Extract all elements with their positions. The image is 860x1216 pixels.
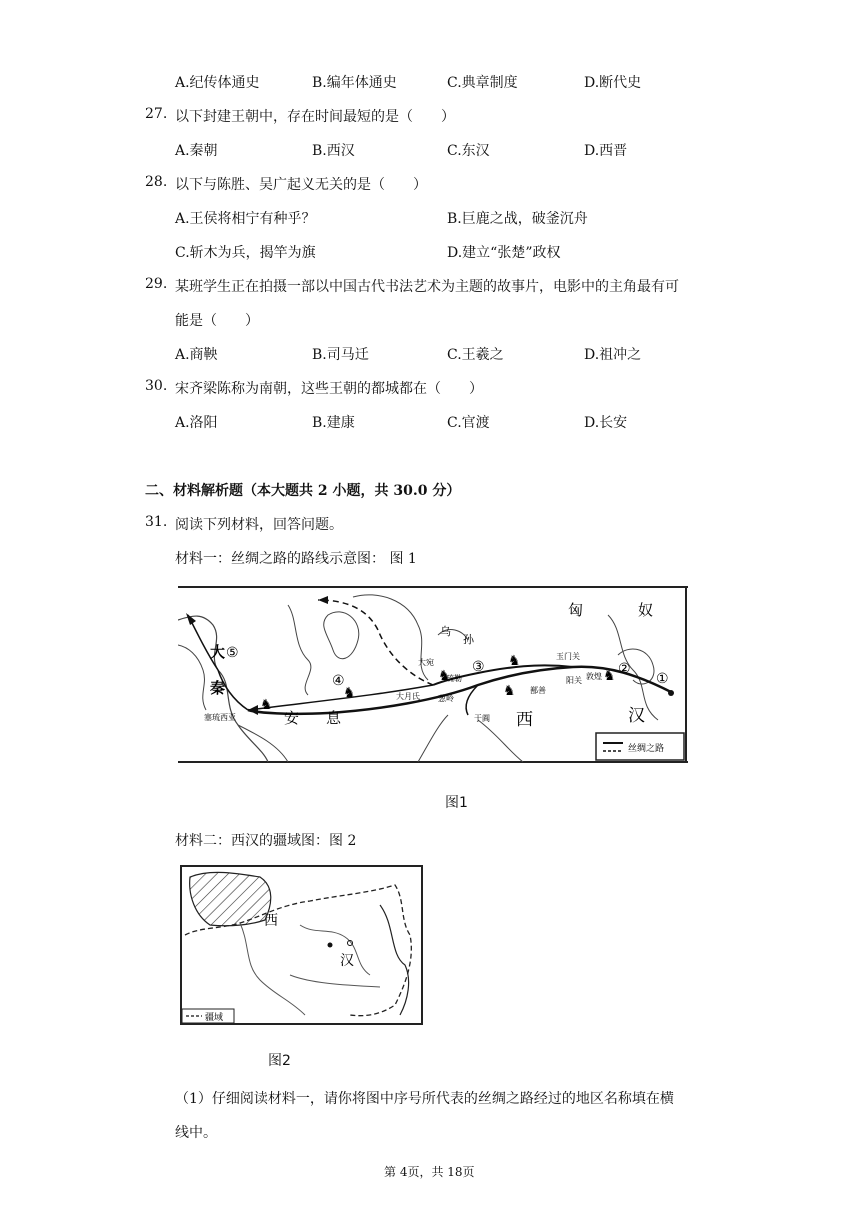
q30-option-d: D.长安	[584, 415, 628, 431]
q26-option-b: B.编年体通史	[312, 75, 397, 91]
figure2-caption: 图2	[268, 1053, 291, 1069]
section-heading: 二、材料解析题（本大题共 2 小题，共 30.0 分）	[145, 483, 461, 499]
map1-changan-dot	[668, 690, 674, 696]
map1-caravan-icon-6: ♞	[603, 668, 616, 684]
map1-label-han: 汉	[628, 706, 645, 726]
map1-marker-1: ①	[656, 671, 669, 687]
map1-marker-3: ③	[472, 659, 485, 675]
map1-label-qin: 秦	[210, 679, 226, 697]
map1-label-wusun-2: 孙	[463, 633, 474, 646]
q28-option-b: B.巨鹿之战，破釜沉舟	[447, 211, 588, 227]
q28-number: 28.	[145, 174, 168, 190]
map2-label-xi: 西	[264, 913, 278, 929]
map1-marker-4: ④	[332, 673, 345, 689]
map1-label-xi-anxi: 息	[326, 709, 342, 727]
q31-stem: 阅读下列材料，回答问题。	[175, 517, 343, 533]
q29-stem-line1: 某班学生正在拍摄一部以中国古代书法艺术为主题的故事片，电影中的主角最有可	[175, 279, 679, 295]
q31-number: 31.	[145, 514, 168, 530]
q30-option-b: B.建康	[312, 415, 355, 431]
q27-option-a: A.秦朝	[175, 143, 218, 159]
q27-option-d: D.西晋	[584, 143, 628, 159]
map1-label-syria: 塞琉西亚	[204, 713, 236, 722]
map1-label-xiongnu-2: 奴	[638, 601, 654, 619]
map2-changan-dot	[328, 943, 333, 948]
western-han-map	[180, 865, 425, 1027]
map1-label-dayuan: 大宛	[418, 658, 434, 667]
q28-stem: 以下与陈胜、吴广起义无关的是（ ）	[175, 177, 427, 193]
map1-label-dunhuang: 敦煌	[586, 672, 602, 681]
q29-option-d: D.祖冲之	[584, 347, 642, 363]
material2-label: 材料二：西汉的疆域图：图 2	[175, 833, 357, 849]
map2-legend-label: 疆域	[205, 1013, 224, 1023]
q27-option-c: C.东汉	[447, 143, 490, 159]
map1-marker-2: ②	[618, 661, 631, 677]
map1-label-xiongnu-1: 匈	[568, 601, 584, 619]
map1-label-dayuezhi: 大月氏	[396, 692, 420, 701]
map1-label-an: 安	[284, 709, 300, 727]
map1-legend-label: 丝绸之路	[628, 744, 665, 754]
q31-sub1-line2: 线中。	[175, 1125, 217, 1141]
page-footer: 第 4页，共 18页	[384, 1165, 475, 1179]
q27-option-b: B.西汉	[312, 143, 355, 159]
silk-road-map	[178, 585, 688, 765]
q27-number: 27.	[145, 106, 168, 122]
map1-label-yutian: 于阗	[474, 714, 490, 723]
q29-stem-line2: 能是（ ）	[175, 313, 259, 329]
map1-label-shanshan: 鄯善	[530, 686, 546, 695]
map2-label-han: 汉	[340, 953, 354, 969]
q28-option-d: D.建立“张楚”政权	[447, 245, 561, 261]
q29-option-a: A.商鞅	[175, 347, 218, 363]
map1-marker-5: ⑤	[226, 645, 239, 661]
map1-label-shule: 疏勒	[446, 674, 462, 683]
map1-label-xi: 西	[516, 710, 533, 730]
q27-stem: 以下封建王朝中，存在时间最短的是（ ）	[175, 109, 455, 125]
map1-label-wusun-1: 乌	[440, 625, 451, 638]
figure1-caption: 图1	[445, 795, 468, 811]
map1-caravan-icon-4: ♞	[503, 683, 516, 699]
q28-option-a: A.王侯将相宁有种乎？	[175, 211, 316, 227]
map1-label-yumenguan: 玉门关	[556, 652, 580, 661]
q26-option-d: D.断代史	[584, 75, 642, 91]
q30-number: 30.	[145, 378, 168, 394]
q28-option-c: C.斩木为兵，揭竿为旗	[175, 245, 316, 261]
q26-option-a: A.纪传体通史	[175, 75, 260, 91]
q30-option-a: A.洛阳	[175, 415, 218, 431]
map1-caravan-icon-1: ♞	[343, 685, 356, 701]
q26-option-c: C.典章制度	[447, 75, 518, 91]
q30-stem: 宋齐梁陈称为南朝，这些王朝的都城都在（ ）	[175, 381, 483, 397]
material1-label: 材料一：丝绸之路的路线示意图： 图 1	[175, 551, 417, 567]
map1-caravan-icon-3: ♞	[508, 653, 521, 669]
q30-option-c: C.官渡	[447, 415, 490, 431]
map1-label-da: 大	[210, 643, 226, 661]
map2-hatched-region	[190, 872, 271, 925]
q29-option-c: C.王羲之	[447, 347, 504, 363]
map1-caravan-icon-2: ♞	[260, 697, 273, 713]
q29-number: 29.	[145, 276, 168, 292]
q31-sub1-line1: （1）仔细阅读材料一，请你将图中序号所代表的丝绸之路经过的地区名称填在横	[175, 1091, 674, 1107]
map1-caravan-icon-5: ♞	[438, 668, 451, 684]
q29-option-b: B.司马迁	[312, 347, 369, 363]
map1-label-yangguan: 阳关	[566, 676, 582, 685]
map1-label-congling: 葱岭	[438, 694, 454, 703]
